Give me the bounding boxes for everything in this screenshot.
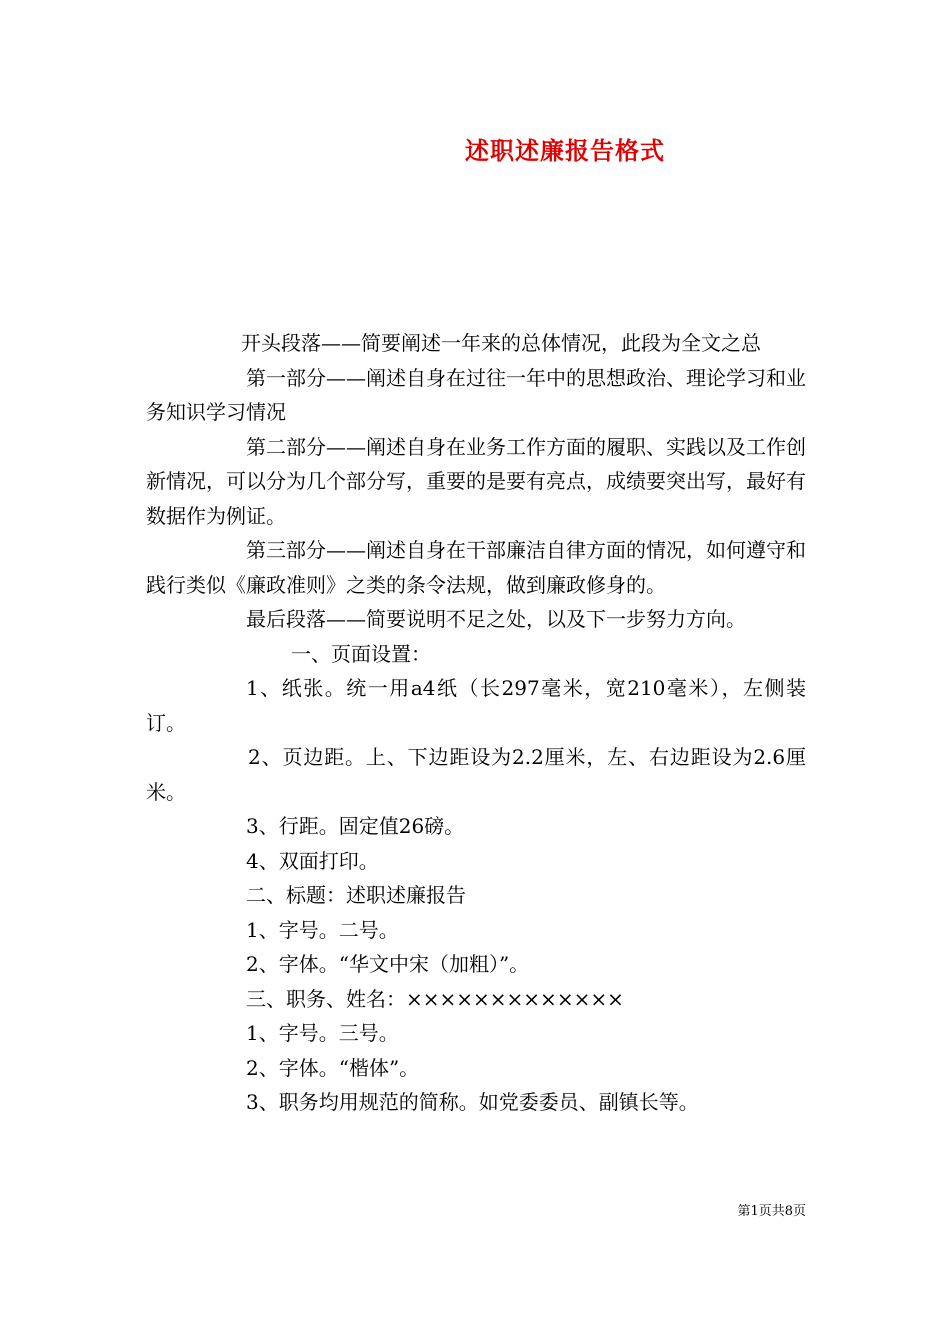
list-item-duplex: 4、双面打印。 bbox=[246, 848, 379, 873]
list-item-line-spacing: 3、行距。固定值26磅。 bbox=[246, 814, 465, 838]
paragraph-part-one: 第一部分——阐述自身在过往一年中的思想政治、理论学习和业务知识学习情况 bbox=[146, 365, 806, 424]
list-item-paper: 1、纸张。统一用a4纸（长297毫米，宽210毫米），左侧装订。 bbox=[146, 676, 806, 735]
document-body bbox=[146, 326, 806, 1120]
list-item-title-size: 1、字号。二号。 bbox=[246, 917, 399, 942]
paragraph-opening: 开头段落——简要阐述一年来的总体情况，此段为全文之总 bbox=[241, 331, 761, 355]
list-item-position-abbrev: 3、职务均用规范的简称。如党委委员、副镇长等。 bbox=[246, 1090, 699, 1114]
list-item-margins: 2、页边距。上、下边距设为2.2厘米，左、右边距设为2.6厘米。 bbox=[146, 745, 806, 804]
paragraph-part-two: 第二部分——阐述自身在业务工作方面的履职、实践以及工作创新情况，可以分为几个部分写，重要的是要有亮点，成绩要突出写，最好有数据作为例证。 bbox=[146, 434, 806, 528]
page-number: 第1页共8页 bbox=[737, 1204, 806, 1219]
section-heading-position-name: 三、职务、姓名：××××××××××××× bbox=[246, 986, 624, 1011]
list-item-name-size: 1、字号。三号。 bbox=[246, 1021, 399, 1045]
list-item-title-font: 2、字体。“华文中宋（加粗）”。 bbox=[246, 952, 530, 976]
document-title: 述职述廉报告格式 bbox=[465, 136, 665, 165]
section-heading-page-setup: 一、页面设置： bbox=[291, 641, 431, 666]
list-item-name-font: 2、字体。“楷体”。 bbox=[246, 1055, 420, 1080]
paragraph-closing: 最后段落——简要说明不足之处，以及下一步努力方向。 bbox=[246, 607, 746, 631]
section-heading-title: 二、标题：述职述廉报告 bbox=[246, 883, 466, 907]
paragraph-part-three: 第三部分——阐述自身在干部廉洁自律方面的情况，如何遵守和践行类似《廉政准则》之类的条令法规，做到廉政修身的。 bbox=[146, 538, 806, 597]
